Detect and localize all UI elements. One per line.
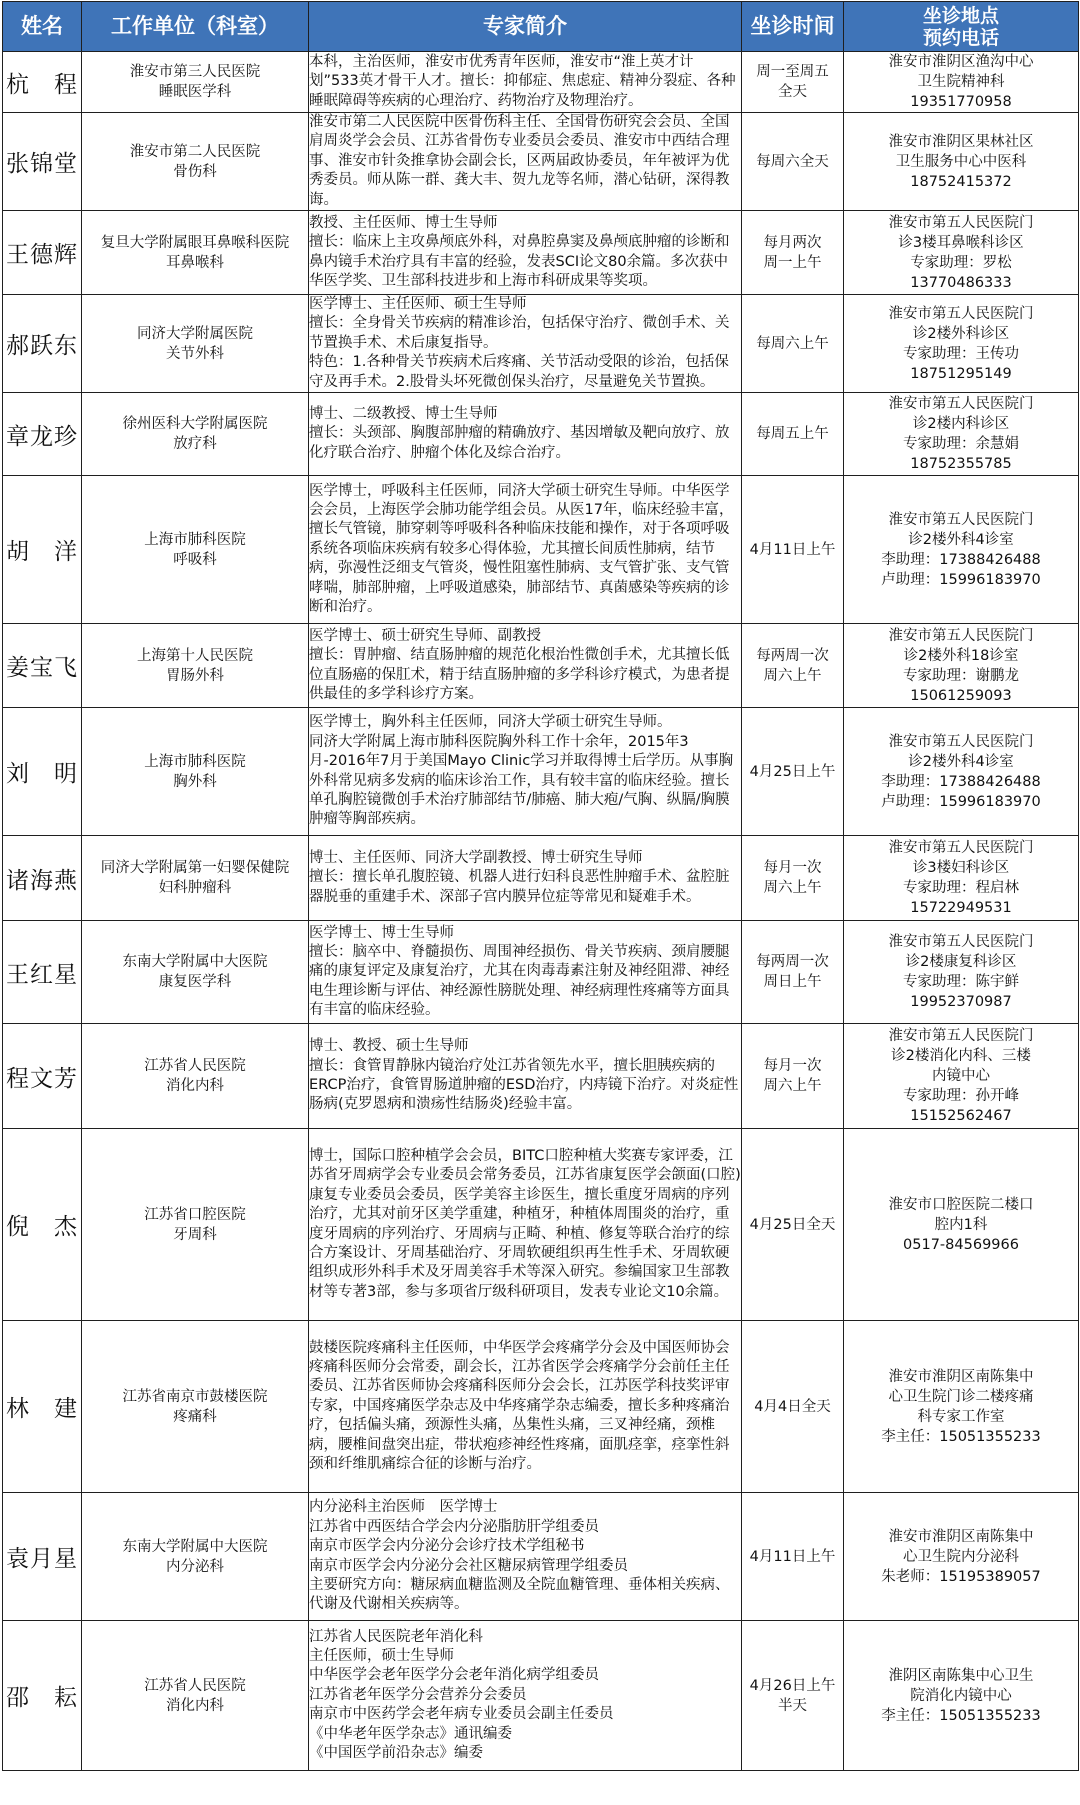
expert-bio: 博士，国际口腔种植学会会员，BITC口腔种植大奖赛专家评委，江苏省牙周病学会专业委员会常务委员，江苏省康复医学会颌面(口腔)康复专业委员会委员，医学美容主诊医生，擅长重度牙周病的序列治疗，尤其对前牙区美学重建，种植牙，种植体周围炎的治疗，重度牙周病的序列治疗、牙周病与正畸、种植、修复等联合治疗的综合方案设计、牙周基础治疗、牙周软硬组织再生性手术、牙周软硬组织成形外科手术及牙周美容手术等深入研究。参编国家卫生部教材等专著3部，参与多项省厅级科研项目，发表专业论文10余篇。	[309, 1129, 742, 1321]
expert-bio: 江苏省人民医院老年消化科 主任医师，硕士生导师 中华医学会老年医学分会老年消化病学组委员 江苏省老年医学分会营养分会委员 南京市中医药学会老年病专业委员会副主任委员 《中华老年医学杂志》通讯编委 《中国医学前沿杂志》编委	[309, 1621, 742, 1771]
expert-bio: 本科，主治医师，淮安市优秀青年医师，淮安市“淮上英才计划”533英才骨干人才。擅长：抑郁症、焦虑症、精神分裂症、各种睡眠障碍等疾病的心理治疗、药物治疗及物理治疗。	[309, 52, 742, 113]
expert-name: 邵 耘	[3, 1621, 82, 1771]
table-row	[3, 836, 1079, 921]
clinic-location-phone: 淮安市淮阴区果林社区 卫生服务中心中医科 18752415372	[844, 113, 1079, 211]
clinic-time: 每周六全天	[742, 113, 844, 211]
table-row	[3, 52, 1079, 113]
table-row	[3, 1621, 1079, 1771]
expert-bio: 博士、主任医师、同济大学副教授、博士研究生导师 擅长：擅长单孔腹腔镜、机器人进行妇科良恶性肿瘤手术、盆腔脏器脱垂的重建手术、深部子宫内膜异位症等常见和疑难手术。	[309, 836, 742, 921]
header-bio: 专家简介	[309, 2, 742, 52]
header-row	[3, 2, 1079, 52]
clinic-location-phone: 淮安市第五人民医院门 诊2楼外科4诊室 李助理：17388426488 卢助理：15996183970	[844, 708, 1079, 836]
expert-name: 姜宝飞	[3, 624, 82, 708]
expert-name: 章龙珍	[3, 393, 82, 476]
table-row	[3, 113, 1079, 211]
expert-name: 程文芳	[3, 1024, 82, 1129]
expert-name: 王红星	[3, 921, 82, 1024]
work-unit: 同济大学附属第一妇婴保健院 妇科肿瘤科	[82, 836, 309, 921]
table-row	[3, 921, 1079, 1024]
clinic-location-phone: 淮安市第五人民医院门 诊3楼妇科诊区 专家助理：程启林 15722949531	[844, 836, 1079, 921]
clinic-location-phone: 淮安市第五人民医院门 诊3楼耳鼻喉科诊区 专家助理：罗松 13770486333	[844, 211, 1079, 295]
work-unit: 上海市肺科医院 呼吸科	[82, 476, 309, 624]
table-row	[3, 295, 1079, 393]
header-site-line2: 预约电话	[922, 26, 999, 49]
expert-bio: 鼓楼医院疼痛科主任医师，中华医学会疼痛学分会及中国医师协会疼痛科医师分会常委，副会长，江苏省医学会疼痛学分会前任主任委员、江苏省医师协会疼痛科医师分会会长，江苏医学科技奖评审专家，中国疼痛医学杂志及中华疼痛学杂志编委，擅长多种疼痛治疗，包括偏头痛，颈源性头痛，丛集性头痛，三叉神经痛，颈椎病，腰椎间盘突出症，带状疱疹神经性疼痛，面肌痉挛，痉挛性斜颈和纤维肌痛综合征的诊断与治疗。	[309, 1321, 742, 1493]
expert-bio: 内分泌科主治医师 医学博士 江苏省中西医结合学会内分泌脂肪肝学组委员 南京市医学会内分泌分会诊疗技术学组秘书 南京市医学会内分泌分会社区糖尿病管理学组委员 主要研究方向：糖尿病血糖监测及全院血糖管理、垂体相关疾病、代谢及代谢相关疾病等。	[309, 1493, 742, 1621]
work-unit: 江苏省口腔医院 牙周科	[82, 1129, 309, 1321]
work-unit: 复旦大学附属眼耳鼻喉科医院 耳鼻喉科	[82, 211, 309, 295]
table-row	[3, 624, 1079, 708]
expert-bio: 教授、主任医师、博士生导师 擅长：临床上主攻鼻颅底外科，对鼻腔鼻窦及鼻颅底肿瘤的诊断和鼻内镜手术治疗具有丰富的经验，发表SCI论文80余篇。多次获中华医学奖、卫生部科技进步和上海市科研成果等奖项。	[309, 211, 742, 295]
clinic-time: 4月26日上午 半天	[742, 1621, 844, 1771]
clinic-time: 每月两次 周一上午	[742, 211, 844, 295]
expert-name: 诸海燕	[3, 836, 82, 921]
work-unit: 上海市肺科医院 胸外科	[82, 708, 309, 836]
table-row	[3, 1024, 1079, 1129]
expert-name: 倪 杰	[3, 1129, 82, 1321]
expert-schedule-table	[2, 1, 1079, 1771]
work-unit: 淮安市第二人民医院 骨伤科	[82, 113, 309, 211]
clinic-time: 每月一次 周六上午	[742, 836, 844, 921]
table-row	[3, 1129, 1079, 1321]
clinic-location-phone: 淮安市第五人民医院门 诊2楼消化内科、三楼 内镜中心 专家助理：孙开峰 15152562467	[844, 1024, 1079, 1129]
clinic-location-phone: 淮安市第五人民医院门 诊2楼内科诊区 专家助理：余慧娟 18752355785	[844, 393, 1079, 476]
header-dept: 工作单位（科室）	[82, 2, 309, 52]
table-body	[3, 52, 1079, 1771]
work-unit: 上海第十人民医院 胃肠外科	[82, 624, 309, 708]
table-row	[3, 393, 1079, 476]
clinic-time: 4月25日上午	[742, 708, 844, 836]
expert-bio: 医学博士、博士生导师 擅长：脑卒中、脊髓损伤、周围神经损伤、骨关节疾病、颈肩腰腿痛的康复评定及康复治疗，尤其在肉毒毒素注射及神经阻滞、神经电生理诊断与评估、神经源性膀胱处理、神经病理性疼痛等方面具有丰富的临床经验。	[309, 921, 742, 1024]
expert-bio: 博士、教授、硕士生导师 擅长：食管胃静脉内镜治疗处江苏省领先水平，擅长胆胰疾病的ERCP治疗，食管胃肠道肿瘤的ESD治疗，内痔镜下治疗。对炎症性肠病(克罗恩病和溃疡性结肠炎)经验丰富。	[309, 1024, 742, 1129]
header-site	[844, 2, 1079, 52]
expert-name: 郝跃东	[3, 295, 82, 393]
clinic-location-phone: 淮安市淮阴区南陈集中 心卫生院内分泌科 朱老师：15195389057	[844, 1493, 1079, 1621]
table-row	[3, 476, 1079, 624]
clinic-time: 每月一次 周六上午	[742, 1024, 844, 1129]
clinic-location-phone: 淮安市第五人民医院门 诊2楼外科诊区 专家助理：王传功 18751295149	[844, 295, 1079, 393]
clinic-time: 每周六上午	[742, 295, 844, 393]
expert-name: 刘 明	[3, 708, 82, 836]
clinic-time: 每两周一次 周日上午	[742, 921, 844, 1024]
clinic-time: 4月4日全天	[742, 1321, 844, 1493]
work-unit: 江苏省人民医院 消化内科	[82, 1621, 309, 1771]
clinic-time: 每周五上午	[742, 393, 844, 476]
work-unit: 淮安市第三人民医院 睡眠医学科	[82, 52, 309, 113]
table-row	[3, 1493, 1079, 1621]
clinic-location-phone: 淮安市第五人民医院门 诊2楼外科4诊室 李助理：17388426488 卢助理：15996183970	[844, 476, 1079, 624]
expert-bio: 医学博士，胸外科主任医师，同济大学硕士研究生导师。 同济大学附属上海市肺科医院胸外科工作十余年，2015年3月-2016年7月于美国Mayo Clinic学习并取得博士后学历。从事胸外科常见病多发病的临床诊治工作，具有较丰富的临床经验。擅长单孔胸腔镜微创手术治疗肺部结节/肺癌、肺大疱/气胸、纵膈/胸膜肿瘤等胸部疾病。	[309, 708, 742, 836]
expert-name: 张锦堂	[3, 113, 82, 211]
clinic-location-phone: 淮阴区南陈集中心卫生 院消化内镜中心 李主任：15051355233	[844, 1621, 1079, 1771]
clinic-time: 周一至周五 全天	[742, 52, 844, 113]
clinic-location-phone: 淮安市淮阴区南陈集中 心卫生院门诊二楼疼痛 科专家工作室 李主任：15051355233	[844, 1321, 1079, 1493]
expert-name: 杭 程	[3, 52, 82, 113]
clinic-time: 4月11日上午	[742, 476, 844, 624]
clinic-location-phone: 淮安市口腔医院二楼口 腔内1科 0517-84569966	[844, 1129, 1079, 1321]
clinic-location-phone: 淮安市淮阴区渔沟中心 卫生院精神科 19351770958	[844, 52, 1079, 113]
work-unit: 徐州医科大学附属医院 放疗科	[82, 393, 309, 476]
expert-name: 王德辉	[3, 211, 82, 295]
work-unit: 江苏省南京市鼓楼医院 疼痛科	[82, 1321, 309, 1493]
expert-name: 袁月星	[3, 1493, 82, 1621]
clinic-time: 4月11日上午	[742, 1493, 844, 1621]
work-unit: 江苏省人民医院 消化内科	[82, 1024, 309, 1129]
expert-bio: 医学博士，呼吸科主任医师，同济大学硕士研究生导师。中华医学会会员，上海医学会肺功能学组会员。从医17年，临床经验丰富，擅长气管镜，肺穿刺等呼吸科各种临床技能和操作，对于各项呼吸系统各项临床疾病有较多心得体验，尤其擅长间质性肺病，结节病，弥漫性泛细支气管炎，慢性阻塞性肺病、支气管扩张、支气管哮喘，肺部肿瘤，上呼吸道感染，肺部结节、真菌感染等疾病的诊断和治疗。	[309, 476, 742, 624]
clinic-time: 每两周一次 周六上午	[742, 624, 844, 708]
expert-bio: 医学博士、硕士研究生导师、副教授 擅长：胃肿瘤、结直肠肿瘤的规范化根治性微创手术，尤其擅长低位直肠癌的保肛术，精于结直肠肿瘤的多学科诊疗模式，为患者提供最佳的多学科诊疗方案。	[309, 624, 742, 708]
work-unit: 同济大学附属医院 关节外科	[82, 295, 309, 393]
expert-bio: 医学博士、主任医师、硕士生导师 擅长：全身骨关节疾病的精准诊治，包括保守治疗、微创手术、关节置换手术、术后康复指导。 特色：1.各种骨关节疾病术后疼痛、关节活动受限的诊治，包括保守及再手术。2.股骨头坏死微创保头治疗，尽量避免关节置换。	[309, 295, 742, 393]
header-site-line1: 坐诊地点	[922, 4, 999, 27]
table-row	[3, 708, 1079, 836]
clinic-location-phone: 淮安市第五人民医院门 诊2楼康复科诊区 专家助理：陈宇鲜 19952370987	[844, 921, 1079, 1024]
table-row	[3, 1321, 1079, 1493]
expert-bio: 淮安市第二人民医院中医骨伤科主任、全国骨伤研究会会员、全国肩周炎学会会员、江苏省骨伤专业委员会委员、淮安市中西结合理事、淮安市针灸推拿协会副会长，区两届政协委员，年年被评为优秀委员。师从陈一群、龚大丰、贺九龙等名师，潜心钻研，深得教诲。	[309, 113, 742, 211]
expert-bio: 博士、二级教授、博士生导师 擅长：头颈部、胸腹部肿瘤的精确放疗、基因增敏及靶向放疗、放化疗联合治疗、肿瘤个体化及综合治疗。	[309, 393, 742, 476]
clinic-location-phone: 淮安市第五人民医院门 诊2楼外科18诊室 专家助理：谢鹏龙 15061259093	[844, 624, 1079, 708]
table-row	[3, 211, 1079, 295]
header-time: 坐诊时间	[742, 2, 844, 52]
expert-name: 胡 洋	[3, 476, 82, 624]
work-unit: 东南大学附属中大医院 内分泌科	[82, 1493, 309, 1621]
expert-name: 林 建	[3, 1321, 82, 1493]
work-unit: 东南大学附属中大医院 康复医学科	[82, 921, 309, 1024]
clinic-time: 4月25日全天	[742, 1129, 844, 1321]
header-name: 姓名	[3, 2, 82, 52]
